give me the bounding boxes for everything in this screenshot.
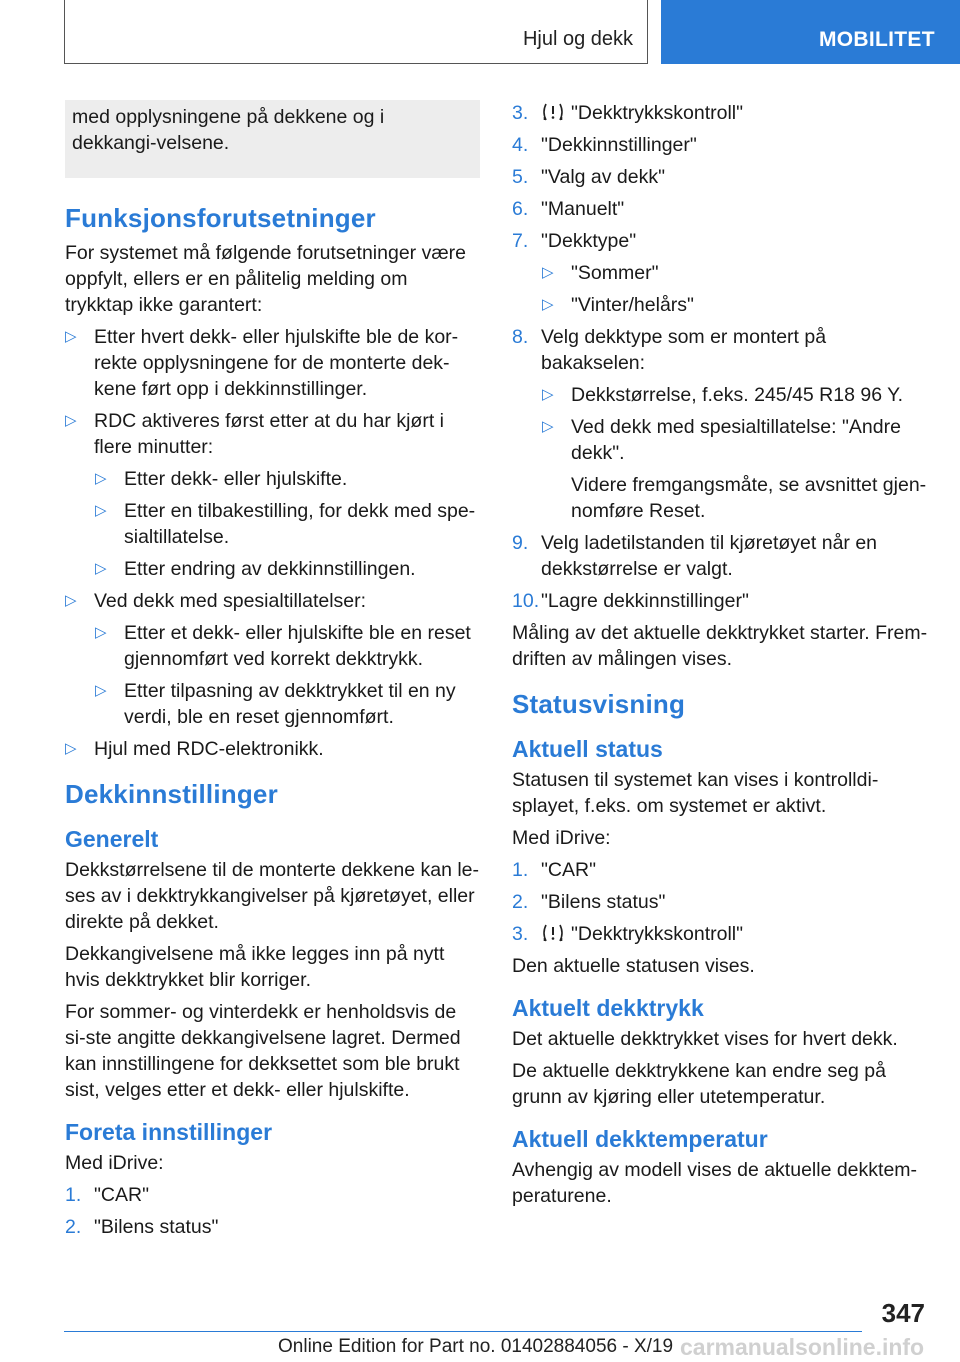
triangle-bullet-icon: ▷ [65,740,77,757]
step-number: 8. [512,326,529,348]
list-item-text: "Sommer" [571,262,659,284]
paragraph: Det aktuelle dekktrykket vises for hvert dekk. [512,1028,898,1050]
list-item-text: Etter dekk- eller hjulskifte. [124,468,348,490]
step-item [512,921,932,947]
triangle-bullet-icon: ▷ [542,418,554,435]
paragraph: Dekkangivelsene må ikke legges inn på nytt hvis dekktrykket blir korriger. [65,943,445,991]
list-item-text: Ved dekk med spesialtillatelse: "Andre dekk". [571,416,901,464]
heading-statusvisning: Statusvisning [512,689,686,719]
step-number: 9. [512,532,529,554]
step-number: 6. [512,198,529,220]
triangle-bullet-icon: ▷ [65,592,77,609]
footer-divider [64,1331,862,1332]
list-item [65,408,480,460]
triangle-bullet-icon: ▷ [95,560,107,577]
list-item-text: Etter et dekk- eller hjulskifte ble en reset gjennomført ved korrekt dekktrykk. [124,622,471,670]
step-number: 1. [65,1184,82,1206]
step-item [512,164,932,190]
step-item [512,100,932,126]
step-text: "CAR" [94,1184,150,1206]
paragraph: Dekkstørrelsene til de monterte dekkene kan le-ses av i dekktrykkangivelser på kjøretøyet, eller direkte på dekket. [65,859,480,933]
step-item [65,1214,480,1240]
list-item [65,588,480,614]
list-item-text: Etter hvert dekk- eller hjulskifte ble de kor-rekte opplysningene for de monterte dek-kene ført opp i dekkinnstillinger. [94,326,459,400]
step-number: 2. [512,891,529,913]
continuation-text: Videre fremgangsmåte, se avsnittet gjen-nomføre Reset. [571,474,927,522]
list-item-text: Hjul med RDC-elektronikk. [94,738,324,760]
list-item-text: Etter endring av dekkinnstillingen. [124,558,416,580]
heading-aktuell-dekktemperatur: Aktuell dekktemperatur [512,1126,768,1152]
list-item-text: Etter tilpasning av dekktrykket til en ny verdi, ble en reset gjennomført. [124,680,456,728]
sub-list-item [95,498,480,550]
section-tab[interactable]: MOBILITET [661,0,960,64]
heading-dekkinnstillinger: Dekkinnstillinger [65,779,278,809]
sub-list-item [95,678,480,730]
step-number: 4. [512,134,529,156]
list-item-text: "Vinter/helårs" [571,294,694,316]
step-item [512,324,932,376]
step-number: 1. [512,859,529,881]
right-column [512,100,932,1215]
paragraph: De aktuelle dekktrykkene kan endre seg på grunn av kjøring eller utetemperatur. [512,1060,886,1108]
triangle-bullet-icon: ▷ [95,624,107,641]
step-text: "Bilens status" [94,1216,219,1238]
list-item [65,324,480,402]
list-item-text: Dekkstørrelse, f.eks. 245/45 R18 96 Y. [571,384,904,406]
sub-list-item [95,620,480,672]
header-box [64,0,648,64]
sub-list-item [542,382,932,408]
triangle-bullet-icon: ▷ [95,502,107,519]
step-text: Velg dekktype som er montert på bakakselen: [541,326,827,374]
section-title: Hjul og dekk [522,28,633,50]
footer-edition: Online Edition for Part no. 01402884056 - X/19 [278,1336,674,1357]
sub-list-item [95,466,480,492]
step-item [512,857,932,883]
triangle-bullet-icon: ▷ [95,682,107,699]
step-number: 10. [512,590,540,612]
step-item [512,228,932,254]
triangle-bullet-icon: ▷ [542,386,554,403]
heading-generelt: Generelt [65,826,159,852]
triangle-bullet-icon: ▷ [95,470,107,487]
tire-pressure-warning-icon [541,923,565,943]
paragraph: Den aktuelle statusen vises. [512,955,755,977]
sub-list-item [95,556,480,582]
triangle-bullet-icon: ▷ [542,296,554,313]
step-text: "Manuelt" [541,198,625,220]
list-item [65,736,480,762]
paragraph: Med iDrive: [65,1152,164,1174]
list-item-text: Etter en tilbakestilling, for dekk med spe-sialtillatelse. [124,500,476,548]
step-text: "Dekktrykkskontroll" [571,102,744,124]
sub-list-item [542,414,932,466]
watermark: carmanualsonline.info [680,1334,925,1360]
paragraph: For sommer- og vinterdekk er henholdsvis de si-ste angitte dekkangivelsene lagret. Dermed kan innstillingene for dekksettet som ble brukt sist, velges etter et dekk- eller hjulskifte. [65,1001,461,1101]
step-text: "Dekktrykkskontroll" [571,923,744,945]
step-item [512,132,932,158]
heading-foreta-innstillinger: Foreta innstillinger [65,1119,273,1145]
left-column [65,100,480,1246]
paragraph: Avhengig av modell vises de aktuelle dekktem-peraturene. [512,1159,918,1207]
step-item [512,588,932,614]
step-number: 3. [512,102,529,124]
step-item [512,196,932,222]
paragraph: Måling av det aktuelle dekktrykket starter. Frem-driften av målingen vises. [512,622,928,670]
step-number: 7. [512,230,529,252]
step-item [65,1182,480,1208]
note-box: med opplysningene på dekkene og i dekkangi-velsene. [65,100,480,178]
triangle-bullet-icon: ▷ [542,264,554,281]
step-text: "Lagre dekkinnstillinger" [541,590,749,612]
step-item [512,889,932,915]
sub-list-item [542,260,932,286]
step-text: "Valg av dekk" [541,166,666,188]
step-text: "CAR" [541,859,597,881]
step-number: 3. [512,923,529,945]
step-text: Velg ladetilstanden til kjøretøyet når en dekkstørrelse er valgt. [541,532,878,580]
heading-aktuelt-dekktrykk: Aktuelt dekktrykk [512,995,704,1021]
step-text: "Dekktype" [541,230,637,252]
sub-list-item [542,292,932,318]
heading-aktuell-status: Aktuell status [512,736,663,762]
step-number: 5. [512,166,529,188]
list-item-text: Ved dekk med spesialtillatelser: [94,590,367,612]
list-item-text: RDC aktiveres først etter at du har kjørt i flere minutter: [94,410,445,458]
paragraph: For systemet må følgende forutsetninger være oppfylt, ellers er en pålitelig melding om trykktap ikke garantert: [65,242,466,316]
paragraph: Med iDrive: [512,827,611,849]
heading-funksjonsforutsetninger: Funksjonsforutsetninger [65,203,376,233]
page-number: 347 [881,1298,925,1328]
paragraph: Statusen til systemet kan vises i kontrolldi-splayet, f.eks. om systemet er aktivt. [512,769,879,817]
step-number: 2. [65,1216,82,1238]
tire-pressure-warning-icon [541,102,565,122]
triangle-bullet-icon: ▷ [65,328,77,345]
step-text: "Bilens status" [541,891,666,913]
step-text: "Dekkinnstillinger" [541,134,697,156]
triangle-bullet-icon: ▷ [65,412,77,429]
step-item [512,530,932,582]
